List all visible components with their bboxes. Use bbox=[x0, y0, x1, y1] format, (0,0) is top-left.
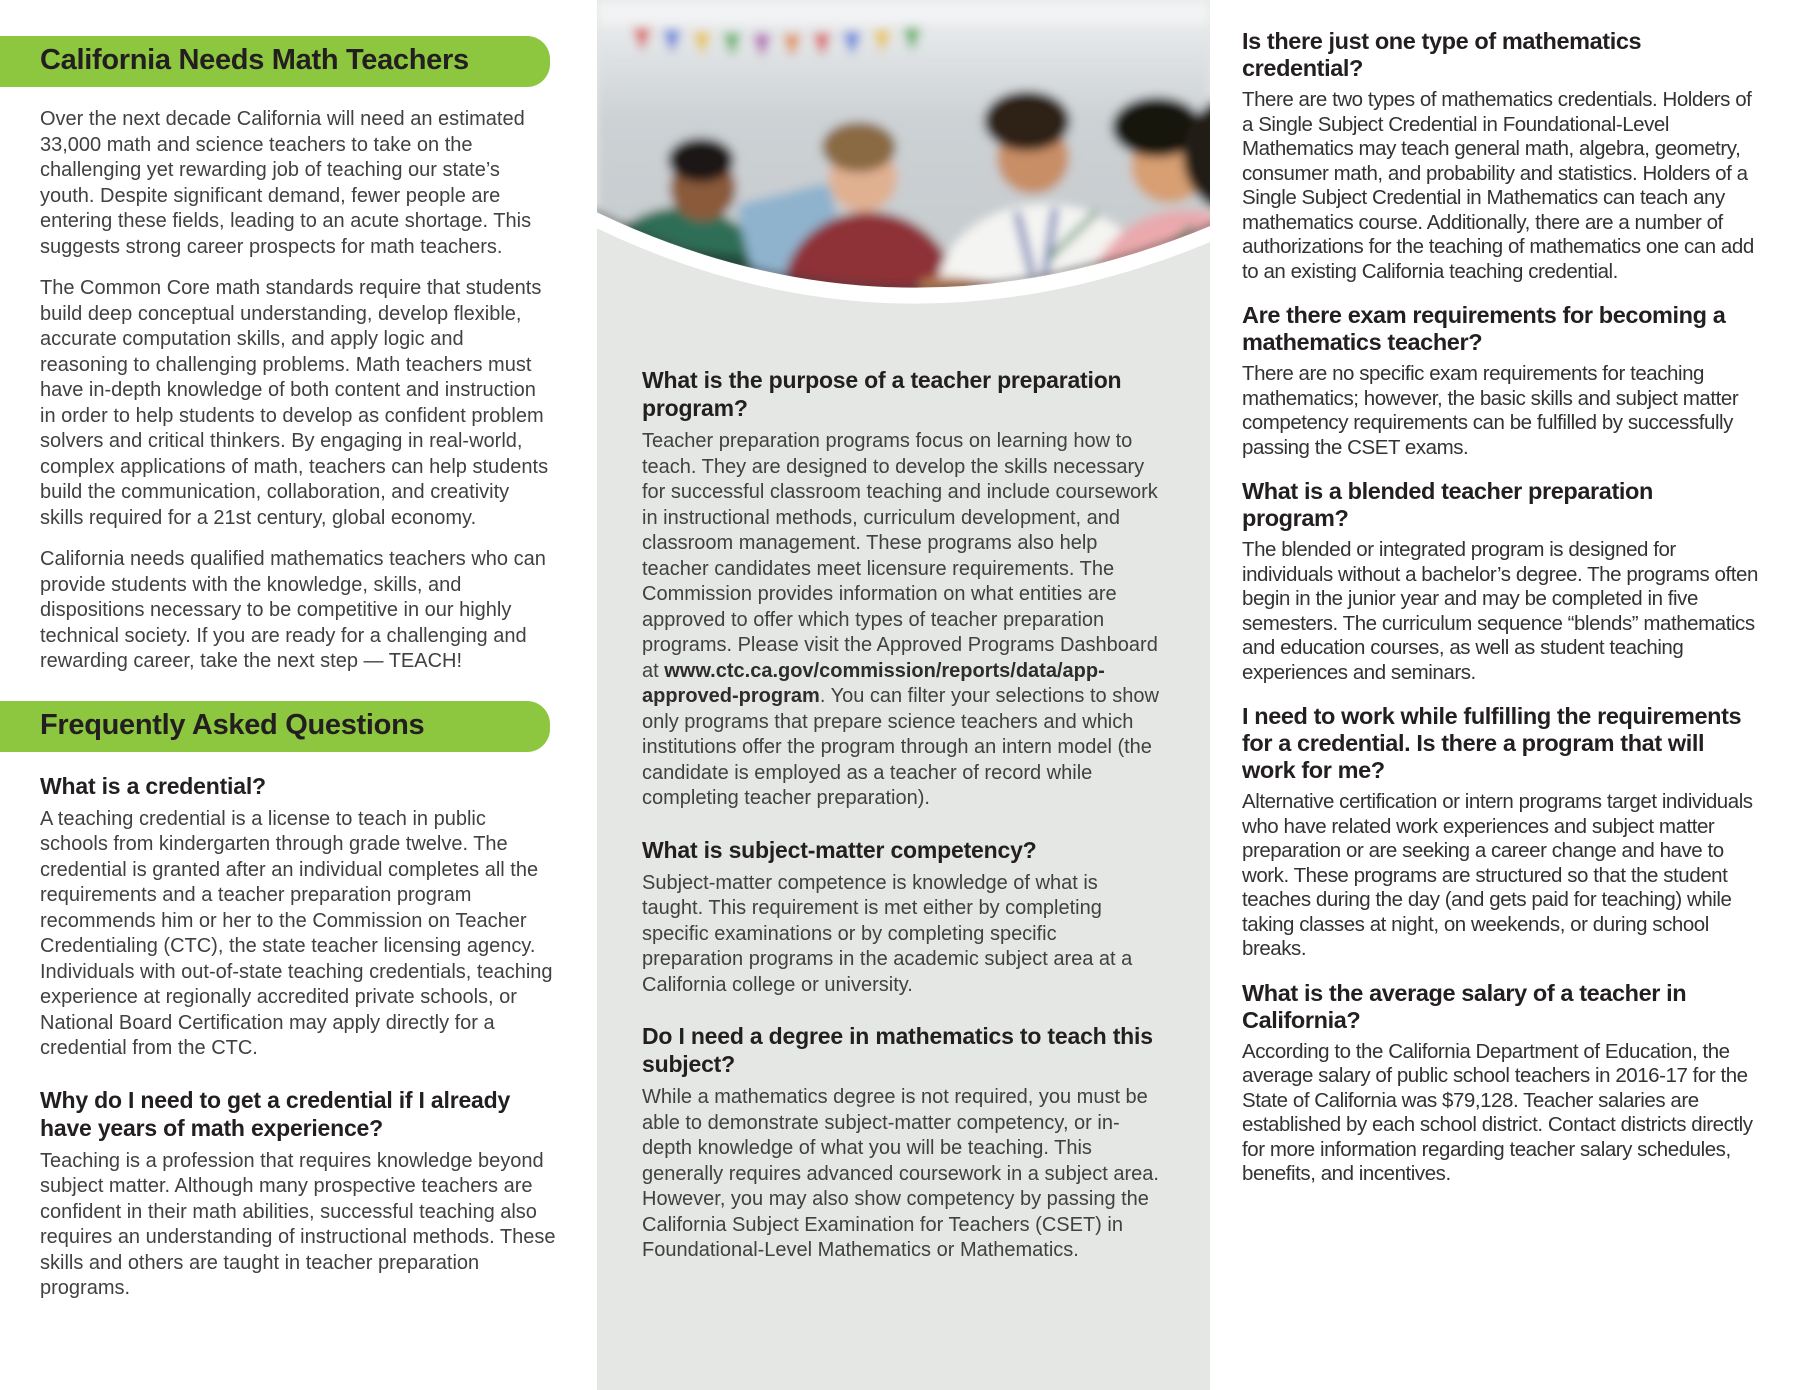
right-column bbox=[1242, 28, 1760, 1201]
faq-answer-text: . You can filter your selections to show only programs that prepare science teachers and which institutions offer the program through an intern model (the candidate is employed as a teacher of record while completing teacher preparation). bbox=[642, 685, 1159, 809]
left-column bbox=[0, 36, 556, 1318]
faq-question: What is subject-matter competency? bbox=[642, 836, 1037, 863]
section-banner-california-needs-math-teachers: California Needs Math Teachers bbox=[0, 36, 550, 87]
faq-answer: According to the California Department of Education, the average salary of public school teachers in 2016-17 for the State of California was $79,128. Teacher salaries are established by each school district. Contact districts directly for more information regarding teacher salary schedules, benefits, and incentives. bbox=[1242, 1039, 1753, 1185]
faq-answer: Teaching is a profession that requires knowledge beyond subject matter. Although many prospective teachers are confident in their math abilities, successful teaching also requires an understanding of instructional methods. These skills and others are taught in teacher preparation programs. bbox=[40, 1149, 556, 1299]
faq-question: What is a blended teacher preparation program? bbox=[1242, 478, 1653, 531]
faq-answer: Subject-matter competence is knowledge of what is taught. This requirement is met either by completing specific examinations or by completing specific preparation programs in the academic subject area at a California college or university. bbox=[642, 871, 1133, 996]
faq-answer: A teaching credential is a license to teach in public schools from kindergarten through grade twelve. The credential is granted after an individual completes all the requirements and a teacher preparation program recommends him or her to the Commission on Teacher Credentialing (CTC), the state teacher licensing agency. Individuals with out-of-state teaching credentials, teaching experience at regionally accredited private schools, or National Board Certification may apply directly for a credential from the CTC. bbox=[40, 807, 553, 1059]
classroom-photo bbox=[597, 0, 1210, 345]
faq-answer: There are two types of mathematics credentials. Holders of a Single Subject Credential in Foundational-Level Mathematics may teach general math, algebra, geometry, consumer math, and probability and statistics. Holders of a Single Subject Credential in Mathematics can teach any mathematics course. Additionally, there are a number of authorizations for the teaching of mathematics one can add to an existing California teaching credential. bbox=[1242, 88, 1754, 283]
intro-paragraph: California needs qualified mathematics teachers who can provide students with the knowledge, skills, and dispositions necessary to be competitive in our highly technical society. If you are ready for a challenging and rewarding career, take the next step — TEACH! bbox=[40, 548, 546, 672]
middle-column bbox=[642, 366, 1162, 1280]
faq-question: Are there exam requirements for becoming a mathematics teacher? bbox=[1242, 302, 1726, 355]
left-faq-list bbox=[0, 772, 556, 1302]
faq-answer-text: Teacher preparation programs focus on learning how to teach. They are designed to develop the skills necessary for successful classroom teaching and include coursework in instructional methods, curriculum development, and classroom management. These programs also help teacher candidates meet licensure requirements. The Commission provides information on what entities are approved to offer which types of teacher preparation programs. Please visit the Approved Programs Dashboard at bbox=[642, 430, 1158, 682]
faq-answer: Alternative certification or intern programs target individuals who have related work experiences and subject matter preparation or are seeking a career change and have to work. These programs are structured so that the student teaches during the day (and gets paid for teaching) while taking classes at night, on weekends, or during school breaks. bbox=[1242, 790, 1753, 960]
section-banner-frequently-asked-questions: Frequently Asked Questions bbox=[0, 701, 550, 752]
faq-answer: There are no specific exam requirements for teaching mathematics; however, the basic skills and subject matter competency requirements can be fulfilled by successfully passing the CSET exams. bbox=[1242, 362, 1739, 459]
faq-answer: While a mathematics degree is not required, you must be able to demonstrate subject-matter competency, or in-depth knowledge of what you will be teaching. This generally requires advanced coursework in a subject area. However, you may also show competency by passing the California Subject Examination for Teachers (CSET) in Foundational-Level Mathematics or Mathematics. bbox=[642, 1086, 1159, 1261]
faq-answer bbox=[642, 429, 1162, 812]
ctc-dashboard-url: www.ctc.ca.gov/commission/reports/data/app-approved-program bbox=[642, 659, 1105, 707]
faq-question: What is the average salary of a teacher in California? bbox=[1242, 979, 1687, 1033]
faq-question: I need to work while fulfilling the requirements for a credential. Is there a program that will work for me? bbox=[1242, 703, 1742, 783]
intro-paragraph: Over the next decade California will need an estimated 33,000 math and science teachers to take on the challenging yet rewarding job of teaching our state’s youth. Despite significant demand, fewer people are entering these fields, leading to an acute shortage. This suggests strong career prospects for math teachers. bbox=[40, 108, 532, 258]
faq-question: Is there just one type of mathematics credential? bbox=[1242, 28, 1642, 81]
faq-answer: The blended or integrated program is designed for individuals without a bachelor’s degree. The programs often begin in the junior year and may be completed in five semesters. The curriculum sequence “blends” mathematics and education courses, as well as student teaching experiences and seminars. bbox=[1242, 538, 1758, 684]
faq-question: What is the purpose of a teacher preparation program? bbox=[642, 367, 1122, 421]
faq-question: Why do I need to get a credential if I already have years of math experience? bbox=[40, 1086, 511, 1141]
left-column-body bbox=[0, 107, 556, 675]
intro-paragraph: The Common Core math standards require that students build deep conceptual understanding, develop flexible, accurate computation skills, and apply logic and reasoning to challenging problems. Math teachers must have in-depth knowledge of both content and instruction in order to help students to develop as confident problem solvers and critical thinkers. By engaging in real-world, complex applications of math, teachers can help students build the communication, collaboration, and creativity skills required for a 21st century, global economy. bbox=[40, 277, 549, 529]
faq-question: What is a credential? bbox=[40, 772, 266, 799]
faq-question: Do I need a degree in mathematics to teach this subject? bbox=[642, 1023, 1153, 1077]
